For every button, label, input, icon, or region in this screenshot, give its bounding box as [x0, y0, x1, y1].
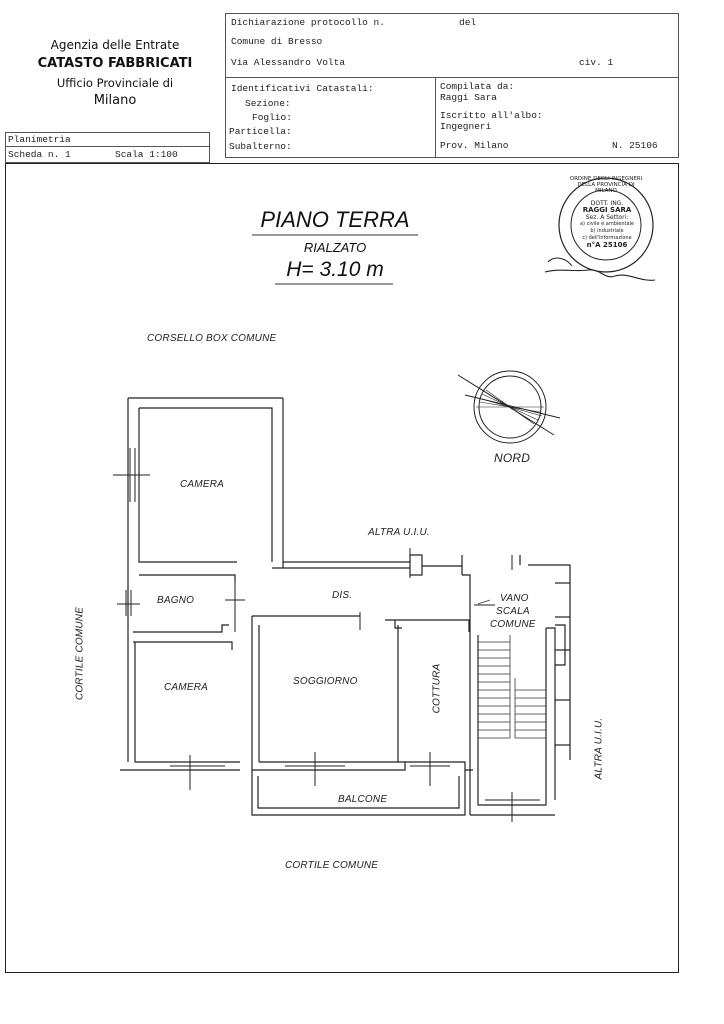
signature-flourish [548, 258, 572, 266]
sheet-type: Planimetria [8, 134, 71, 145]
stamp-ring-text: ORDINE DEGLI INGEGNERI DELLA PROVINCIA DI MILANO [569, 176, 643, 194]
stamp-sector-2: b) industriale [590, 228, 624, 234]
label-altra-uiu-top: ALTRA U.I.U. [368, 527, 430, 538]
label-vano: VANO [500, 593, 529, 604]
plan-height: H= 3.10 m [286, 258, 384, 281]
protocol-label: Dichiarazione protocollo n. [231, 17, 385, 28]
stamp-number: n°A 25106 [586, 241, 628, 249]
iscritto-label: Iscritto all'albo: [440, 110, 543, 121]
del-label: del [459, 17, 477, 28]
comune: Comune di Bresso [231, 36, 323, 47]
stamp-sez: Sez. A Settori: [585, 214, 629, 221]
label-dis: DIS. [332, 590, 353, 601]
compilata-label: Compilata da: [440, 81, 515, 92]
plan-title: PIANO TERRA [260, 207, 410, 232]
ident-label: Identificativi Catastali: [231, 83, 374, 94]
label-balcone: BALCONE [338, 794, 388, 805]
north-compass [458, 371, 560, 443]
label-scala: SCALA [496, 606, 530, 617]
particella-label: Particella: [229, 126, 292, 137]
stamp-center [574, 200, 640, 249]
register-number: N. 25106 [612, 140, 658, 151]
sezione-label: Sezione: [245, 98, 291, 109]
label-bagno: BAGNO [157, 595, 195, 606]
label-cortile-left: CORTILE COMUNE [74, 606, 86, 701]
label-soggiorno: SOGGIORNO [293, 676, 358, 687]
civic-number: civ. 1 [579, 57, 614, 68]
foglio-label: Foglio: [252, 112, 292, 123]
plan-subtitle: RIALZATO [303, 240, 367, 255]
label-cottura: COTTURA [431, 663, 443, 714]
label-cortile-bottom: CORTILE COMUNE [285, 860, 379, 871]
label-camera-top: CAMERA [180, 479, 224, 490]
label-camera-bottom: CAMERA [164, 682, 208, 693]
agency-city: Milano [93, 93, 137, 108]
iscritto-value: Ingegneri [440, 121, 492, 132]
address: Via Alessandro Volta [231, 57, 346, 68]
label-comune: COMUNE [490, 619, 536, 630]
stamp-sector-3: c) dell'informazione [582, 235, 632, 241]
sheet-scheda: Scheda n. 1 [8, 149, 71, 160]
agency-name: Agenzia delle Entrate [50, 38, 180, 52]
label-corsello: CORSELLO BOX COMUNE [147, 333, 277, 344]
agency-catasto: CATASTO FABBRICATI [37, 56, 193, 71]
compilata-name: Raggi Sara [440, 92, 498, 103]
label-altra-uiu-right: ALTRA U.I.U. [593, 717, 605, 780]
stamp-sector-1: a) civile e ambientale [579, 221, 635, 227]
sheet-scala: Scala 1:100 [115, 149, 178, 160]
province: Prov. Milano [440, 140, 509, 151]
stamp-name: RAGGI SARA [582, 206, 632, 214]
label-nord: NORD [494, 451, 531, 465]
stamp-dott: DOTT. ING. [590, 200, 624, 207]
subalterno-label: Subalterno: [229, 141, 292, 152]
agency-office: Ufficio Provinciale di [56, 76, 174, 90]
openings [113, 448, 540, 822]
